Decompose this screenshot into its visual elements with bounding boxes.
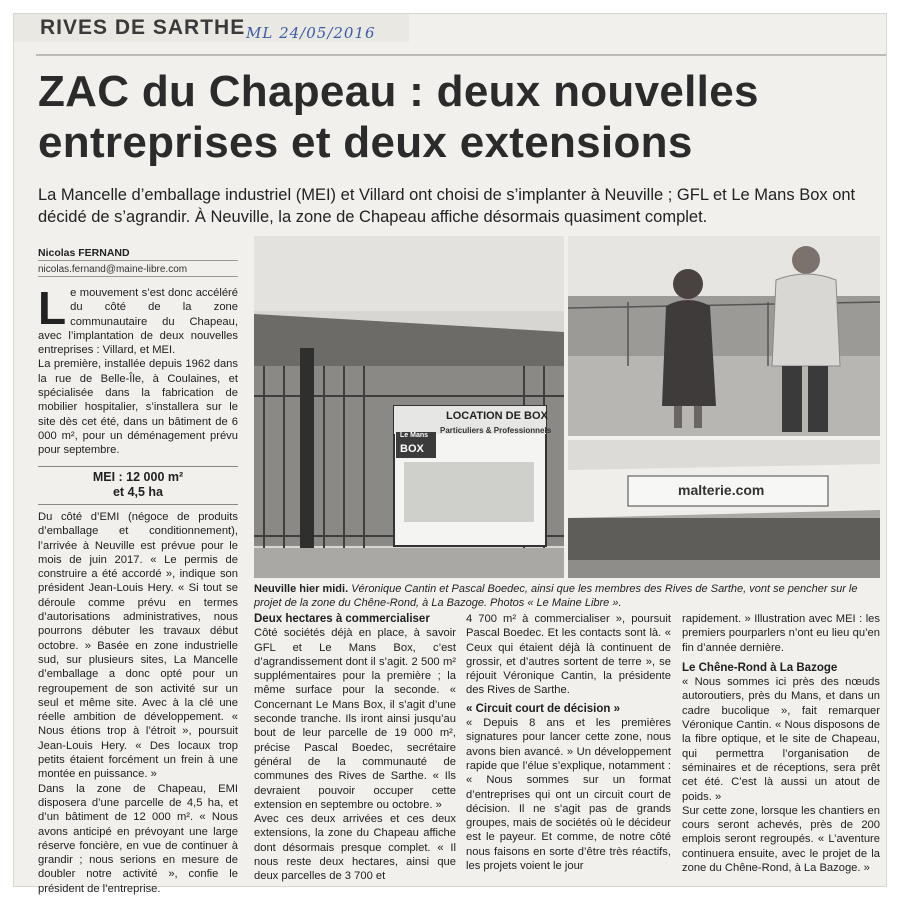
pull-quote-line-1: MEI : 12 000 m² xyxy=(92,470,184,484)
col1-paragraph-4: Dans la zone de Chapeau, EMI disposera d’une parcelle de 4,5 ha, et d’un bâtiment de 12 000 m². « Nous avons anticipé en prévoyant une large réserve foncière, en vue de continuer à grandir ; nous serions en mesure de doubler notre activité », confie le président de l’entreprise. xyxy=(38,782,238,895)
photo-officials xyxy=(568,236,880,436)
author-email[interactable]: nicolas.fernand@maine-libre.com xyxy=(38,264,188,275)
newspaper-clipping xyxy=(14,14,886,895)
photo-storefront-drawing xyxy=(568,440,880,578)
col4-paragraph-1: rapidement. » Illustration avec MEI : les premiers pourparlers n’ont eu lieu qu’en fin d’année dernière. xyxy=(682,613,880,654)
pull-quote-line-2: et 4,5 ha xyxy=(112,485,164,499)
caption-text: Véronique Cantin et Pascal Boedec, ainsi que les membres des Rives de Sarthe, vont se pencher sur le projet de la zone du Chêne-Rond, à La Bazoge. Photos « Le Maine Libre ». xyxy=(254,583,858,609)
column-4 xyxy=(682,612,880,875)
pull-quote-rule-bottom xyxy=(38,504,238,505)
col1-paragraph-2: La première, installée depuis 1962 dans la rue de Belle-Île, à Coulaines, et spécialisée dans la fabrication de mobilier hospitalier, s’installera sur le site dès cet été, dans un bâtiment de 6 000 m², pour un déménagement prévu pour septembre. xyxy=(38,358,238,457)
pull-quote xyxy=(38,470,238,500)
column-3 xyxy=(466,612,671,873)
col2-paragraph-1: Côté sociétés déjà en place, à savoir GFL et Le Mans Box, c’est d’agrandissement dont il s’agit. 2 500 m² supplémentaires pour la première ; la même surface pour la seconde. « Concernant Le Mans Box, il s’agit d’une seconde tranche. Ils iront ainsi jusqu’au bout de leur parcelle de 19 000 m², précise Pascal Boedec, secrétaire général de la communauté de communes des Rives de Sarthe. « Ils devraient pouvoir occuper cette extension en septembre ou octobre. » xyxy=(254,627,456,811)
col3-subhead: « Circuit court de décision » xyxy=(466,702,621,715)
photo-officials-drawing xyxy=(568,236,880,436)
col3-paragraph-2: « Depuis 8 ans et les premières signatures pour lancer cette zone, nous avons bien avancé. » Un développement rapide que l’élue s’explique, notamment : « Nous sommes sur un format d’entreprises qui ont un circuit court de décision. Il ne s’agit pas de grands groupes, mais de sociétés où le décideur est le payeur. Et comme, de notre côté nous faisons en sorte d’être très réactifs, les projets voient le jour xyxy=(466,717,671,873)
author-rule-bottom xyxy=(38,276,238,277)
col2-subhead: Deux hectares à commercialiser xyxy=(254,613,430,625)
caption-lead: Neuville hier midi. xyxy=(254,583,349,595)
photo-caption xyxy=(254,582,879,610)
photo-storage-site xyxy=(254,236,564,578)
storefront-sign: malterie.com xyxy=(678,482,765,498)
col4-subhead: Le Chêne-Rond à La Bazoge xyxy=(682,661,838,674)
col2-paragraph-2: Avec ces deux arrivées et ces deux extensions, la zone du Chapeau affiche dont désormais presque complet. « Il nous reste deux hectares, ainsi que deux parcelles de 3 700 et xyxy=(254,813,456,883)
sign-brand-top: Le Mans xyxy=(400,432,429,439)
col3-paragraph-1: 4 700 m² à commercialiser », poursuit Pascal Boedec. Et les contacts sont là. « Ceux qui étaient déjà là continuent de grossir, et d’autres sortent de terre », se réjouit Véronique Cantin, la présidente des Rives de Sarthe. xyxy=(466,613,671,697)
photo-storage-site-drawing xyxy=(254,236,564,578)
lede: La Mancelle d’emballage industriel (MEI) et Villard ont choisi de s’implanter à Neuville ; GFL et Le Mans Box ont décidé de s’agrandir. À Neuville, la zone de Chapeau affiche désormais quasiment complet. xyxy=(38,186,856,226)
col1-paragraph-3: Du côté d’EMI (négoce de produits d’emballage et conditionnement), l’arrivée à Neuville est prévue pour le mois de juin 2017. « Le permis de construire a été accordé », indique son président Jean-Louis Hery. « Si tout se déroule comme prévu en termes d’autorisations administratives, nous pourrons débuter les travaux début octobre. » Basée en zone industrielle sud, sur plusieurs sites, La Mancelle d’emballage a donc opté pour un regroupement de son activité sur un seul et même site. Avec à la clé une réelle ambition de développement. « Nous étions trop à l’étroit », poursuit Jean-Louis Hery. « Des locaux trop petits étaient forcément un frein à une montée en puissance. » xyxy=(38,511,238,781)
photo-storefront xyxy=(568,440,880,578)
author-name: Nicolas FERNAND xyxy=(38,247,130,259)
drop-cap: L xyxy=(38,282,67,334)
author-rule xyxy=(38,260,238,261)
sign-brand-bottom: BOX xyxy=(400,443,424,455)
sign-location-title: LOCATION DE BOX xyxy=(446,410,548,422)
column-1-top xyxy=(38,282,238,458)
column-1-bottom xyxy=(38,510,238,896)
handwritten-date-note: ML 24/05/2016 xyxy=(246,24,376,42)
headline: ZAC du Chapeau : deux nouvelles entreprises et deux extensions xyxy=(38,67,759,167)
col4-paragraph-2: « Nous sommes ici près des nœuds autoroutiers, près du Mans, et dans un cadre bucolique », fait remarquer Véronique Cantin. « Nous disposons de la fibre optique, et le site de Chapeau, qui permettra l’organisation de séminaires et de réceptions, sera prêt cet été. C’est là aussi un atout de poids. » xyxy=(682,676,880,803)
top-rule xyxy=(36,54,886,56)
pull-quote-rule-top xyxy=(38,466,238,467)
col1-paragraph-1: e mouvement s’est donc accéléré du côté de la zone communautaire du Chapeau, avec l’implantation de deux nouvelles entreprises : Villard, et MEI. xyxy=(38,287,238,357)
section-rubric: RIVES DE SARTHE xyxy=(40,16,246,39)
column-2 xyxy=(254,612,456,884)
sign-location-subtitle: Particuliers & Professionnels xyxy=(440,426,552,435)
col4-paragraph-3: Sur cette zone, lorsque les chantiers en cours seront achevés, près de 200 emplois seront regroupés. « L’aventure continuera ensuite, avec le projet de la zone du Chêne-Rond, à La Bazoge. » xyxy=(682,804,880,875)
